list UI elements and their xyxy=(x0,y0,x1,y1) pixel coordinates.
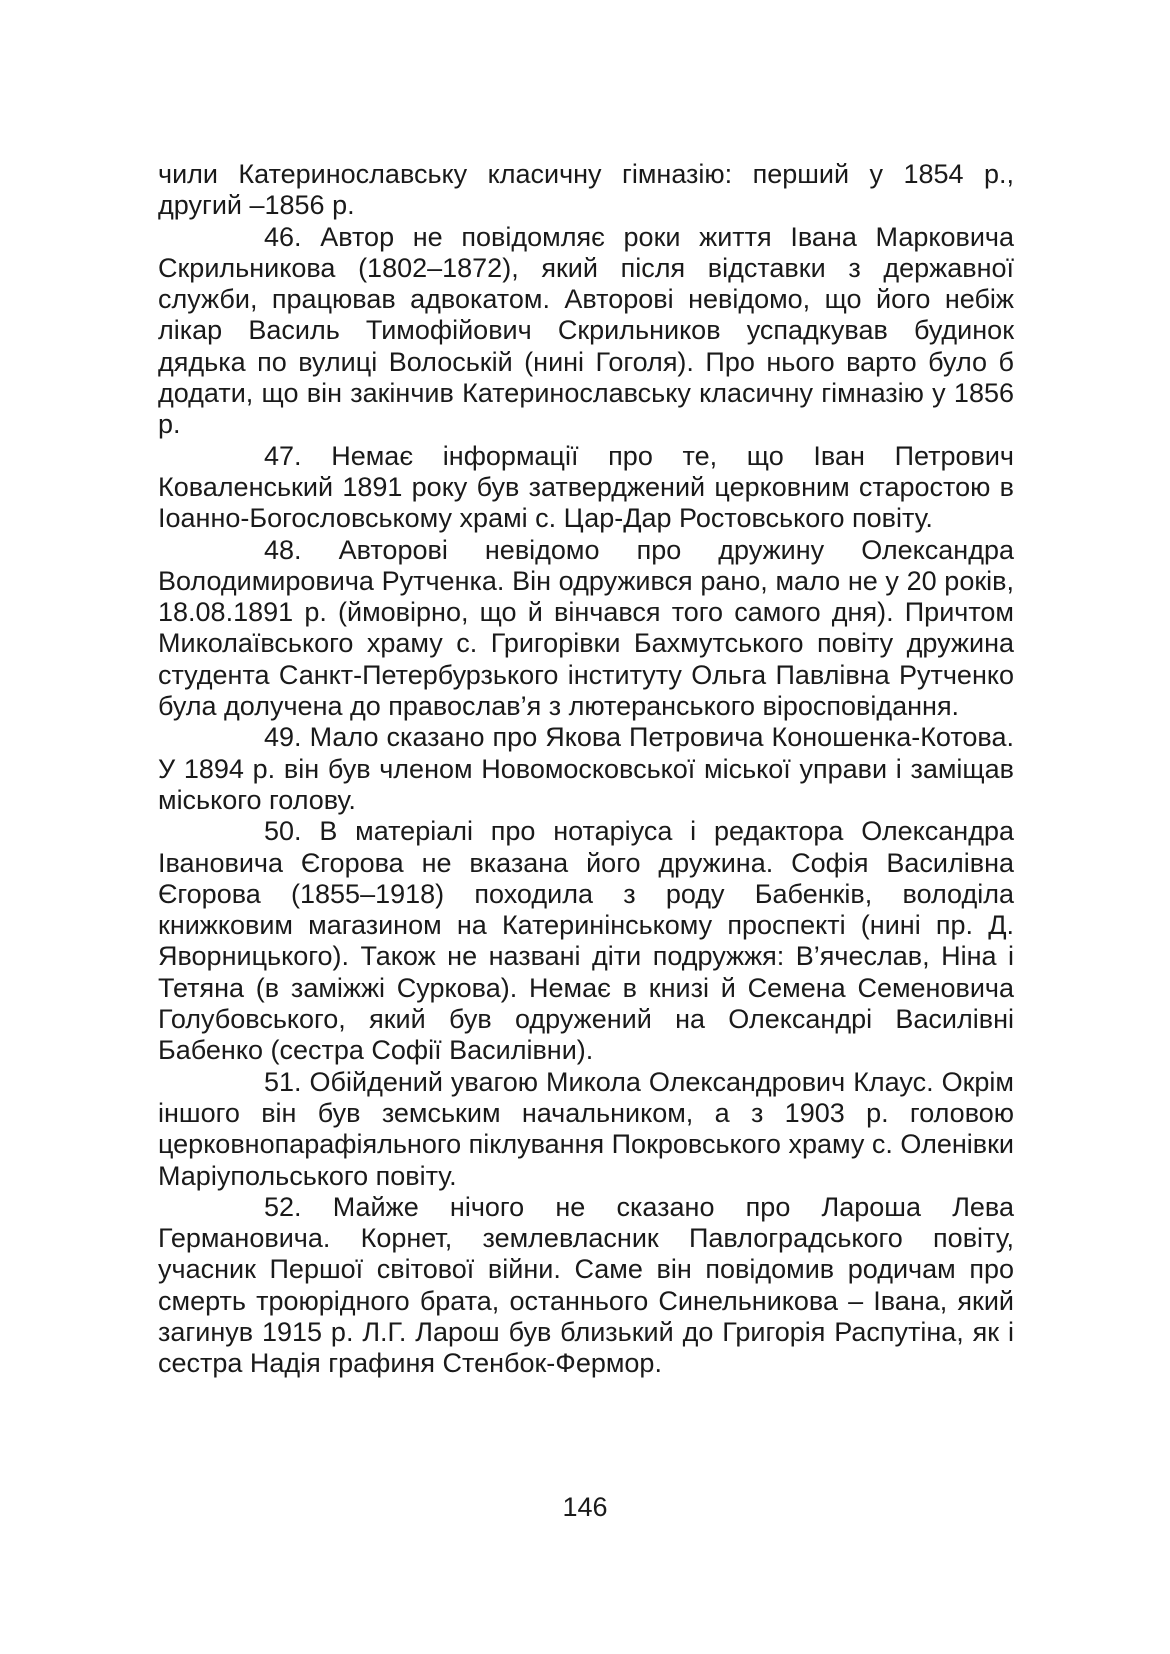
paragraph-note-47: 47. Немає інформації про те, що Іван Петрович Коваленський 1891 року був затверджений церковним старостою в Іоанно-Богословському храмі с. Цар-Дар Ростовського повіту. xyxy=(158,440,1014,534)
paragraph-note-49: 49. Мало сказано про Якова Петровича Коношенка-Котова. У 1894 р. він був членом Новомосковської міської управи і заміщав міського голову. xyxy=(158,722,1014,815)
paragraph-note-48: 48. Авторові невідомо про дружину Олександра Володимировича Рутченка. Він одружився рано, мало не у 20 років, 18.08.1891 р. (ймовірно, що й вінчався того самого дня). Причтом Миколаївського храму с. Григорівки Бахмутського повіту дружина студента Санкт-Петербурзького інституту Ольга Павлівна Рутченко була долучена до православ’я з лютеранського віросповідання. xyxy=(158,534,1014,722)
paragraph-note-50: 50. В матеріалі про нотаріуса і редактора Олександра Івановича Єгорова не вказана його дружина. Софія Василівна Єгорова (1855–1918) походила з роду Бабенків, володіла книжковим магазином на Катеринінському проспекті (нині пр. Д. Яворницького). Також не названі діти подружжя: В’ячеслав, Ніна і Тетяна (в заміжжі Суркова). Немає в книзі й Семена Семеновича Голубовського, який був одружений на Олександрі Василівні Бабенко (сестра Софії Василівни). xyxy=(158,816,1014,1066)
paragraph-note-51: 51. Обійдений увагою Микола Олександрович Клаус. Окрім іншого він був земським начальником, а з 1903 р. головою церковнопарафіяльного піклування Покровського храму с. Оленівки Маріупольського повіту. xyxy=(158,1066,1014,1191)
paragraph-note-46: 46. Автор не повідомляє роки життя Івана Марковича Скрильникова (1802–1872), який після відставки з державної служби, працював адвокатом. Авторові невідомо, що його небіж лікар Василь Тимофійович Скрильников успадкував будинок дядька по вулиці Волоській (нині Гоголя). Про нього варто було б додати, що він закінчив Катеринославську класичну гімназію у 1856 р. xyxy=(158,221,1014,440)
body-text xyxy=(158,159,1014,1380)
paragraph-continuation: чили Катеринославську класичну гімназію: перший у 1854 р., другий –1856 р. xyxy=(158,159,1014,221)
page-number: 146 xyxy=(562,1492,608,1522)
paragraph-note-52: 52. Майже нічого не сказано про Лароша Лева Германовича. Корнет, землевласник Павлоградського повіту, учасник Першої світової війни. Саме він повідомив родичам про смерть троюрідного брата, останнього Синельникова – Івана, який загинув 1915 р. Л.Г. Ларош був близький до Григорія Распутіна, як і сестра Надія графиня Стенбок-Фермор. xyxy=(158,1191,1014,1379)
